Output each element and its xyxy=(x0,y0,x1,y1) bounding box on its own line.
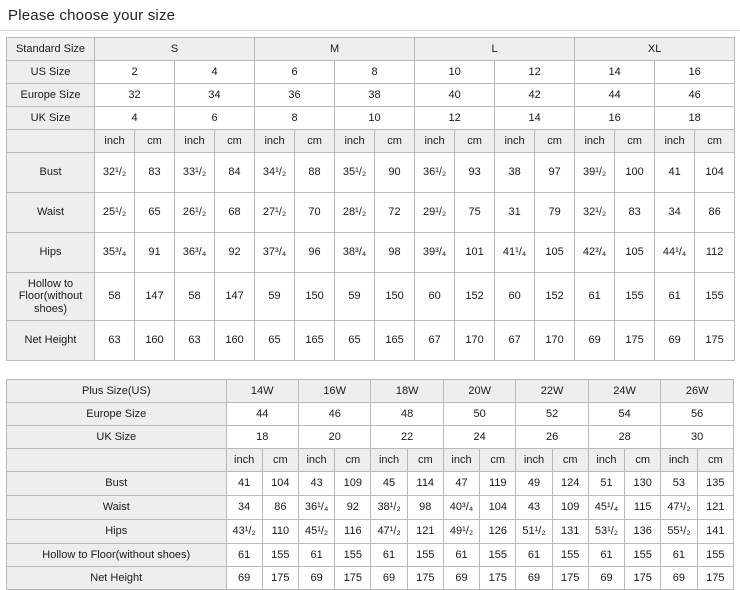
table-row xyxy=(7,472,734,496)
cell: 34¹/₂ xyxy=(255,153,295,193)
unit-cell: inch xyxy=(415,130,455,153)
cell: 68 xyxy=(215,193,255,233)
cell: 69 xyxy=(661,567,697,590)
cell: 36¹/₂ xyxy=(415,153,455,193)
unit-cell: inch xyxy=(371,449,407,472)
cell: 63 xyxy=(175,321,215,361)
cell: 42³/₄ xyxy=(575,233,615,273)
standard-size-header: Standard Size xyxy=(7,38,95,61)
cell: 136 xyxy=(625,520,661,544)
unit-cell: cm xyxy=(535,130,575,153)
cell: 52 xyxy=(516,403,588,426)
cell: 29¹/₂ xyxy=(415,193,455,233)
cell: 43 xyxy=(298,472,334,496)
row-label-hips: Hips xyxy=(7,520,227,544)
cell: 170 xyxy=(455,321,495,361)
cell: 18 xyxy=(226,426,298,449)
cell: 70 xyxy=(295,193,335,233)
cell: 39³/₄ xyxy=(415,233,455,273)
unit-cell: cm xyxy=(480,449,516,472)
table-gap xyxy=(0,361,740,379)
cell: 43 xyxy=(516,496,552,520)
unit-cell: cm xyxy=(695,130,735,153)
size-group-14w: 14W xyxy=(226,380,298,403)
unit-cell: cm xyxy=(295,130,335,153)
cell: 32 xyxy=(95,84,175,107)
cell: 61 xyxy=(298,544,334,567)
unit-cell: inch xyxy=(175,130,215,153)
cell: 175 xyxy=(625,567,661,590)
table-row xyxy=(7,496,734,520)
unit-cell: inch xyxy=(655,130,695,153)
cell: 131 xyxy=(552,520,588,544)
cell: 45 xyxy=(371,472,407,496)
cell: 155 xyxy=(552,544,588,567)
cell: 24 xyxy=(443,426,515,449)
cell: 124 xyxy=(552,472,588,496)
cell: 175 xyxy=(697,567,733,590)
cell: 165 xyxy=(295,321,335,361)
cell: 135 xyxy=(697,472,733,496)
size-group-16w: 16W xyxy=(298,380,370,403)
table-row xyxy=(7,426,734,449)
cell: 160 xyxy=(135,321,175,361)
unit-cell: cm xyxy=(455,130,495,153)
cell: 59 xyxy=(255,273,295,321)
cell: 58 xyxy=(175,273,215,321)
size-group-20w: 20W xyxy=(443,380,515,403)
cell: 22 xyxy=(371,426,443,449)
cell: 30 xyxy=(661,426,734,449)
cell: 59 xyxy=(335,273,375,321)
unit-cell: inch xyxy=(661,449,697,472)
size-group-xl: XL xyxy=(575,38,735,61)
cell: 40 xyxy=(415,84,495,107)
cell: 16 xyxy=(655,61,735,84)
row-label-us-size: US Size xyxy=(7,61,95,84)
row-label-bust: Bust xyxy=(7,472,227,496)
cell: 58 xyxy=(95,273,135,321)
unit-cell: inch xyxy=(255,130,295,153)
cell: 60 xyxy=(415,273,455,321)
size-group-22w: 22W xyxy=(516,380,588,403)
unit-cell: cm xyxy=(615,130,655,153)
row-label-waist: Waist xyxy=(7,193,95,233)
cell: 51 xyxy=(588,472,624,496)
cell: 175 xyxy=(480,567,516,590)
unit-cell: inch xyxy=(495,130,535,153)
cell: 45¹/₄ xyxy=(588,496,624,520)
plus-size-table xyxy=(6,379,734,590)
row-label-net-height: Net Height xyxy=(7,321,95,361)
cell: 112 xyxy=(695,233,735,273)
unit-cell: cm xyxy=(262,449,298,472)
cell: 160 xyxy=(215,321,255,361)
title-divider xyxy=(0,30,740,31)
cell: 67 xyxy=(415,321,455,361)
cell: 41 xyxy=(226,472,262,496)
cell: 109 xyxy=(552,496,588,520)
cell: 175 xyxy=(552,567,588,590)
cell: 4 xyxy=(95,107,175,130)
table-row xyxy=(7,107,735,130)
cell: 65 xyxy=(335,321,375,361)
cell: 150 xyxy=(295,273,335,321)
cell: 35³/₄ xyxy=(95,233,135,273)
cell: 18 xyxy=(655,107,735,130)
unit-cell: inch xyxy=(298,449,334,472)
page-title: Please choose your size xyxy=(8,7,176,24)
cell: 12 xyxy=(415,107,495,130)
cell: 83 xyxy=(615,193,655,233)
cell: 36¹/₄ xyxy=(298,496,334,520)
cell: 155 xyxy=(625,544,661,567)
cell: 46 xyxy=(655,84,735,107)
cell: 37³/₄ xyxy=(255,233,295,273)
cell: 27¹/₂ xyxy=(255,193,295,233)
cell: 14 xyxy=(495,107,575,130)
standard-size-table-body xyxy=(7,38,735,361)
cell: 16 xyxy=(575,107,655,130)
cell: 121 xyxy=(697,496,733,520)
cell: 101 xyxy=(455,233,495,273)
size-group-l: L xyxy=(415,38,575,61)
cell: 155 xyxy=(407,544,443,567)
cell: 98 xyxy=(407,496,443,520)
cell: 105 xyxy=(535,233,575,273)
cell: 175 xyxy=(407,567,443,590)
cell: 119 xyxy=(480,472,516,496)
row-label-waist: Waist xyxy=(7,496,227,520)
row-label-uk-size: UK Size xyxy=(7,426,227,449)
cell: 104 xyxy=(695,153,735,193)
cell: 100 xyxy=(615,153,655,193)
cell: 32¹/₂ xyxy=(95,153,135,193)
cell: 90 xyxy=(375,153,415,193)
cell: 69 xyxy=(655,321,695,361)
unit-cell: inch xyxy=(575,130,615,153)
size-group-24w: 24W xyxy=(588,380,660,403)
cell: 104 xyxy=(480,496,516,520)
cell: 65 xyxy=(255,321,295,361)
cell: 105 xyxy=(615,233,655,273)
cell: 60 xyxy=(495,273,535,321)
cell: 170 xyxy=(535,321,575,361)
cell: 8 xyxy=(335,61,415,84)
cell: 155 xyxy=(615,273,655,321)
cell: 38¹/₂ xyxy=(371,496,407,520)
cell: 45¹/₂ xyxy=(298,520,334,544)
cell: 69 xyxy=(575,321,615,361)
cell: 47 xyxy=(443,472,479,496)
cell: 69 xyxy=(226,567,262,590)
cell: 86 xyxy=(262,496,298,520)
cell: 141 xyxy=(697,520,733,544)
unit-row-label xyxy=(7,130,95,153)
cell: 33¹/₂ xyxy=(175,153,215,193)
unit-cell: inch xyxy=(95,130,135,153)
unit-cell: cm xyxy=(335,449,371,472)
standard-size-table xyxy=(6,37,735,361)
cell: 44¹/₄ xyxy=(655,233,695,273)
cell: 46 xyxy=(298,403,370,426)
unit-cell: cm xyxy=(407,449,443,472)
cell: 72 xyxy=(375,193,415,233)
cell: 152 xyxy=(455,273,495,321)
unit-cell: inch xyxy=(335,130,375,153)
cell: 41¹/₄ xyxy=(495,233,535,273)
table-row xyxy=(7,567,734,590)
cell: 67 xyxy=(495,321,535,361)
cell: 6 xyxy=(175,107,255,130)
cell: 26 xyxy=(516,426,588,449)
row-label-net-height: Net Height xyxy=(7,567,227,590)
cell: 69 xyxy=(298,567,334,590)
unit-cell: cm xyxy=(375,130,415,153)
cell: 38³/₄ xyxy=(335,233,375,273)
cell: 56 xyxy=(661,403,734,426)
table-row xyxy=(7,403,734,426)
cell: 6 xyxy=(255,61,335,84)
cell: 50 xyxy=(443,403,515,426)
cell: 175 xyxy=(335,567,371,590)
size-group-m: M xyxy=(255,38,415,61)
cell: 84 xyxy=(215,153,255,193)
cell: 10 xyxy=(335,107,415,130)
cell: 114 xyxy=(407,472,443,496)
cell: 92 xyxy=(215,233,255,273)
cell: 2 xyxy=(95,61,175,84)
cell: 75 xyxy=(455,193,495,233)
cell: 55¹/₂ xyxy=(661,520,697,544)
table-row xyxy=(7,193,735,233)
cell: 42 xyxy=(495,84,575,107)
cell: 147 xyxy=(215,273,255,321)
cell: 116 xyxy=(335,520,371,544)
cell: 121 xyxy=(407,520,443,544)
cell: 92 xyxy=(335,496,371,520)
cell: 26¹/₂ xyxy=(175,193,215,233)
cell: 152 xyxy=(535,273,575,321)
cell: 61 xyxy=(443,544,479,567)
size-group-26w: 26W xyxy=(661,380,734,403)
cell: 86 xyxy=(695,193,735,233)
table-row xyxy=(7,61,735,84)
cell: 83 xyxy=(135,153,175,193)
table-row xyxy=(7,38,735,61)
row-label-hollow-to-floor: Hollow to Floor(without shoes) xyxy=(7,273,95,321)
cell: 47¹/₂ xyxy=(371,520,407,544)
row-label-hips: Hips xyxy=(7,233,95,273)
cell: 31 xyxy=(495,193,535,233)
cell: 155 xyxy=(695,273,735,321)
cell: 61 xyxy=(661,544,697,567)
row-label-hollow-to-floor: Hollow to Floor(without shoes) xyxy=(7,544,227,567)
cell: 44 xyxy=(226,403,298,426)
cell: 79 xyxy=(535,193,575,233)
table-row xyxy=(7,544,734,567)
cell: 49¹/₂ xyxy=(443,520,479,544)
unit-cell: cm xyxy=(215,130,255,153)
table-row xyxy=(7,321,735,361)
cell: 65 xyxy=(135,193,175,233)
cell: 110 xyxy=(262,520,298,544)
cell: 36 xyxy=(255,84,335,107)
unit-cell: inch xyxy=(443,449,479,472)
cell: 61 xyxy=(655,273,695,321)
cell: 8 xyxy=(255,107,335,130)
size-group-s: S xyxy=(95,38,255,61)
cell: 147 xyxy=(135,273,175,321)
cell: 96 xyxy=(295,233,335,273)
cell: 109 xyxy=(335,472,371,496)
table-row xyxy=(7,84,735,107)
cell: 88 xyxy=(295,153,335,193)
cell: 34 xyxy=(655,193,695,233)
cell: 54 xyxy=(588,403,660,426)
cell: 61 xyxy=(575,273,615,321)
cell: 44 xyxy=(575,84,655,107)
unit-cell: cm xyxy=(552,449,588,472)
table-row xyxy=(7,233,735,273)
cell: 155 xyxy=(335,544,371,567)
unit-row xyxy=(7,449,734,472)
cell: 155 xyxy=(697,544,733,567)
unit-row-label xyxy=(7,449,227,472)
cell: 47¹/₂ xyxy=(661,496,697,520)
cell: 34 xyxy=(175,84,255,107)
cell: 12 xyxy=(495,61,575,84)
cell: 48 xyxy=(371,403,443,426)
cell: 155 xyxy=(480,544,516,567)
cell: 49 xyxy=(516,472,552,496)
unit-cell: cm xyxy=(135,130,175,153)
cell: 165 xyxy=(375,321,415,361)
cell: 97 xyxy=(535,153,575,193)
cell: 4 xyxy=(175,61,255,84)
table-row xyxy=(7,520,734,544)
cell: 130 xyxy=(625,472,661,496)
size-group-18w: 18W xyxy=(371,380,443,403)
table-row xyxy=(7,380,734,403)
unit-cell: cm xyxy=(697,449,733,472)
cell: 28¹/₂ xyxy=(335,193,375,233)
cell: 14 xyxy=(575,61,655,84)
cell: 39¹/₂ xyxy=(575,153,615,193)
cell: 25¹/₂ xyxy=(95,193,135,233)
cell: 115 xyxy=(625,496,661,520)
cell: 69 xyxy=(371,567,407,590)
cell: 61 xyxy=(371,544,407,567)
cell: 150 xyxy=(375,273,415,321)
cell: 38 xyxy=(495,153,535,193)
cell: 43¹/₂ xyxy=(226,520,262,544)
cell: 63 xyxy=(95,321,135,361)
cell: 53¹/₂ xyxy=(588,520,624,544)
cell: 104 xyxy=(262,472,298,496)
cell: 36³/₄ xyxy=(175,233,215,273)
unit-cell: inch xyxy=(588,449,624,472)
cell: 126 xyxy=(480,520,516,544)
cell: 61 xyxy=(588,544,624,567)
cell: 32¹/₂ xyxy=(575,193,615,233)
cell: 34 xyxy=(226,496,262,520)
cell: 51¹/₂ xyxy=(516,520,552,544)
cell: 69 xyxy=(443,567,479,590)
row-label-europe-size: Europe Size xyxy=(7,84,95,107)
cell: 98 xyxy=(375,233,415,273)
cell: 69 xyxy=(516,567,552,590)
cell: 38 xyxy=(335,84,415,107)
row-label-uk-size: UK Size xyxy=(7,107,95,130)
plus-size-table-body xyxy=(7,380,734,590)
cell: 175 xyxy=(262,567,298,590)
cell: 175 xyxy=(615,321,655,361)
table-row xyxy=(7,153,735,193)
cell: 20 xyxy=(298,426,370,449)
cell: 40³/₄ xyxy=(443,496,479,520)
cell: 41 xyxy=(655,153,695,193)
cell: 155 xyxy=(262,544,298,567)
cell: 53 xyxy=(661,472,697,496)
cell: 28 xyxy=(588,426,660,449)
cell: 35¹/₂ xyxy=(335,153,375,193)
table-row xyxy=(7,273,735,321)
row-label-europe-size: Europe Size xyxy=(7,403,227,426)
cell: 93 xyxy=(455,153,495,193)
cell: 91 xyxy=(135,233,175,273)
cell: 10 xyxy=(415,61,495,84)
plus-size-header: Plus Size(US) xyxy=(7,380,227,403)
cell: 175 xyxy=(695,321,735,361)
row-label-bust: Bust xyxy=(7,153,95,193)
cell: 69 xyxy=(588,567,624,590)
unit-cell: inch xyxy=(226,449,262,472)
cell: 61 xyxy=(516,544,552,567)
cell: 61 xyxy=(226,544,262,567)
unit-row xyxy=(7,130,735,153)
unit-cell: inch xyxy=(516,449,552,472)
unit-cell: cm xyxy=(625,449,661,472)
